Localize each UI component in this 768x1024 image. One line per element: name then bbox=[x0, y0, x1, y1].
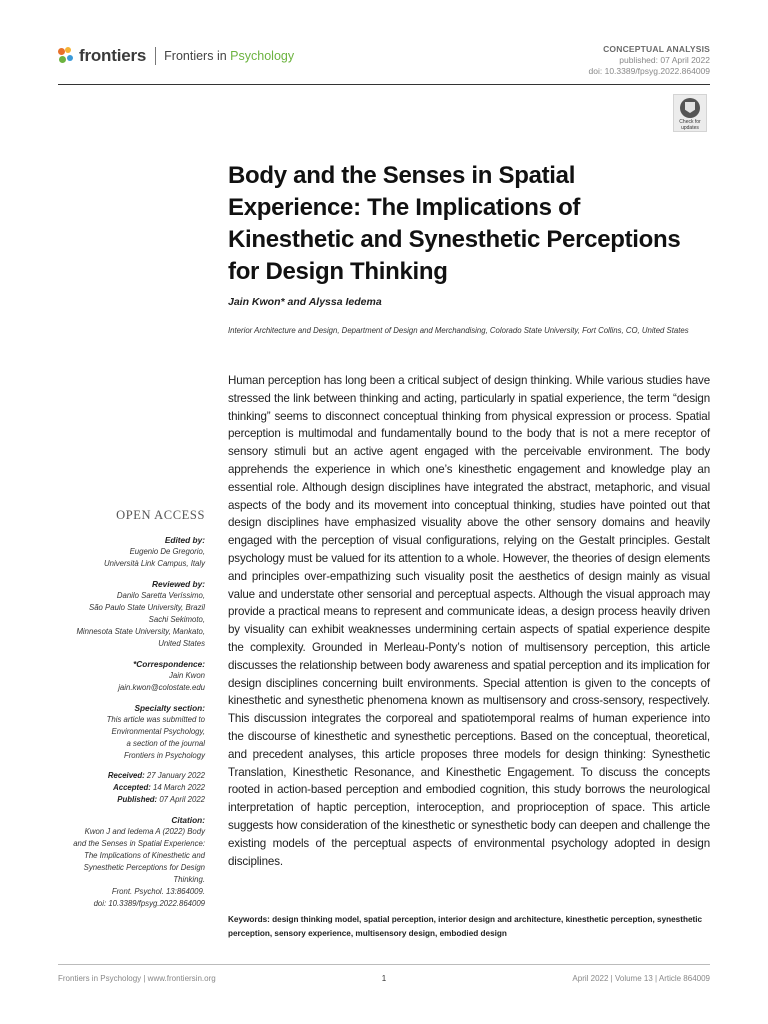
citation-line: Synesthetic Perceptions for Design bbox=[83, 863, 205, 872]
page-header bbox=[58, 44, 710, 84]
citation-heading: Citation: bbox=[171, 815, 205, 825]
accepted-value: 14 March 2022 bbox=[152, 783, 205, 792]
article-authors: Jain Kwon* and Alyssa Iedema bbox=[228, 296, 382, 308]
edited-by-block bbox=[40, 534, 205, 570]
accepted-label: Accepted: bbox=[113, 783, 151, 792]
specialty-line: Environmental Psychology, bbox=[111, 727, 205, 736]
page-number: 1 bbox=[381, 974, 387, 983]
published-label: Published: bbox=[117, 795, 158, 804]
article-title: Body and the Senses in Spatial Experience: The Implications of Kinesthetic and Synesthetic Perceptions for Design Thinking bbox=[228, 162, 681, 285]
frontiers-logo-icon bbox=[58, 47, 76, 65]
received-value: 27 January 2022 bbox=[146, 771, 205, 780]
citation-line: Front. Psychol. 13:864009. bbox=[111, 887, 205, 896]
editor-line: Università Link Campus, Italy bbox=[104, 559, 205, 568]
published-date-side bbox=[40, 794, 205, 806]
specialty-line: a section of the journal bbox=[126, 739, 205, 748]
check-updates-line2: updates bbox=[681, 125, 699, 131]
specialty-heading: Specialty section: bbox=[134, 703, 205, 713]
citation-line: The Implications of Kinesthetic and bbox=[84, 851, 205, 860]
footer-divider bbox=[58, 964, 710, 965]
journal-prefix: Frontiers in bbox=[164, 49, 227, 63]
citation-doi-link[interactable]: doi: 10.3389/fpsyg.2022.864009 bbox=[93, 899, 205, 908]
footer-issue-info: April 2022 | Volume 13 | Article 864009 bbox=[572, 974, 710, 983]
brand-name: frontiers bbox=[79, 46, 147, 65]
published-date: published: 07 April 2022 bbox=[619, 55, 710, 65]
page-footer bbox=[58, 974, 710, 986]
specialty-section-block bbox=[40, 702, 205, 762]
reviewer-line[interactable]: Sachi Sekimoto, bbox=[148, 615, 205, 624]
keywords-text: design thinking model, spatial perception, interior design and architecture, kinesthetic perception, synesthetic perception, sensory experience, multisensory design, embodied design bbox=[228, 915, 703, 938]
edited-by-heading: Edited by: bbox=[164, 535, 205, 545]
correspondence-block bbox=[40, 658, 205, 694]
accepted-date bbox=[40, 782, 205, 794]
reviewer-line: São Paulo State University, Brazil bbox=[89, 603, 205, 612]
reviewer-line: Minnesota State University, Mankato, bbox=[76, 627, 205, 636]
editor-line[interactable]: Eugenio De Gregorio, bbox=[129, 547, 205, 556]
check-for-updates-button[interactable] bbox=[673, 94, 707, 132]
reviewer-line[interactable]: Danilo Saretta Veríssimo, bbox=[116, 591, 205, 600]
abstract-text: Human perception has long been a critical subject of design thinking. While various studies have stressed the link between thinking and acting, particularly in spatial experience, the term “design thinking” seems to disconnect conceptual thinking from physical expression or process. Spatial perception is multimodal and fundamentally bound to the body that is not a mere receptor of sensory stimuli but an active agent engaged with the perceivable environment. The body apprehends the experience in which one’s kinesthetic engagement and knowledge play an essential role. Although design disciplines have integrated the abstract, metaphoric, and visual aspects of the body and its movement into conceptual thinking, studies have pointed out that design disciplines have emphasized visuality above the other sensory domains and heavily engaged with the perception of visual configurations, relying on the Gestalt principles. Gestalt psychology must be valued for its attention to a whole. However, the theories of design elements and principles over-empathizing such visuality posit the aesthetics of design mainly as visual value and understate other sensorial and perceptual aspects. Although the visual approach may provide a practical means to represent and communicate ideas, a design process heavily driven by visuality can exhibit weaknesses undermining certain aspects of spatial experience despite the complexity. Grounded in Merleau-Ponty’s notion of multisensory perception, this article discusses the relationship between body awareness and spatial perception and its implication for design disciplines concerning built environments. Special attention is given to the concepts of kinesthetic and synesthetic phenomena known as multisensory and cross-sensory, respectively. This discussion integrates the corporeal and spatiotemporal realms of human experience into the discourse of kinesthetic and synesthetic perceptions. Based on the conceptual, theoretical, and precedent analyses, this article proposes three models for design thinking: Synesthetic Translation, Kinesthetic Resonance, and Kinesthetic Engagement. To discuss the concepts rooted in action-based perception and embodied cognition, this study borrows the neurological interpretation of haptic perception, interoception, and proprioception of space. This article suggests how consideration of the kinesthetic or synesthetic body can deepen and challenge the existing models of the perceptual aspects of environmental psychology adopted in design disciplines. bbox=[228, 374, 710, 868]
bookmark-check-icon bbox=[680, 98, 700, 118]
article-info-sidebar bbox=[40, 508, 205, 918]
specialty-line: Frontiers in Psychology bbox=[123, 751, 205, 760]
article-doi[interactable]: doi: 10.3389/fpsyg.2022.864009 bbox=[588, 66, 710, 76]
article-meta bbox=[589, 44, 710, 77]
correspondence-name: Jain Kwon bbox=[169, 671, 205, 680]
journal-accent: Psychology bbox=[230, 49, 295, 63]
dates-block bbox=[40, 770, 205, 806]
citation-line: Thinking. bbox=[173, 875, 205, 884]
journal-name bbox=[164, 49, 294, 63]
header-divider bbox=[58, 84, 710, 85]
footer-journal-link[interactable]: Frontiers in Psychology | www.frontiersin.org bbox=[58, 974, 216, 983]
citation-line: and the Senses in Spatial Experience: bbox=[73, 839, 205, 848]
reviewer-line: United States bbox=[158, 639, 205, 648]
reviewed-by-block bbox=[40, 578, 205, 650]
check-updates-line1: Check for bbox=[679, 119, 701, 125]
open-access-label: OPEN ACCESS bbox=[116, 508, 205, 522]
citation-line: Kwon J and Iedema A (2022) Body bbox=[84, 827, 205, 836]
correspondence-email-link[interactable]: jain.kwon@colostate.edu bbox=[118, 683, 205, 692]
published-value: 07 April 2022 bbox=[159, 795, 205, 804]
correspondence-heading: *Correspondence: bbox=[133, 659, 205, 669]
journal-brand[interactable] bbox=[58, 46, 294, 66]
keywords bbox=[228, 913, 710, 941]
author-affiliation: Interior Architecture and Design, Department of Design and Merchandising, Colorado State University, Fort Collins, CO, United States bbox=[228, 326, 689, 335]
reviewed-by-heading: Reviewed by: bbox=[151, 579, 205, 589]
brand-divider bbox=[155, 47, 156, 65]
received-date bbox=[40, 770, 205, 782]
citation-block bbox=[40, 814, 205, 910]
keywords-label: Keywords: bbox=[228, 915, 270, 924]
article-type: CONCEPTUAL ANALYSIS bbox=[603, 44, 710, 54]
specialty-line: This article was submitted to bbox=[106, 715, 205, 724]
received-label: Received: bbox=[107, 771, 145, 780]
